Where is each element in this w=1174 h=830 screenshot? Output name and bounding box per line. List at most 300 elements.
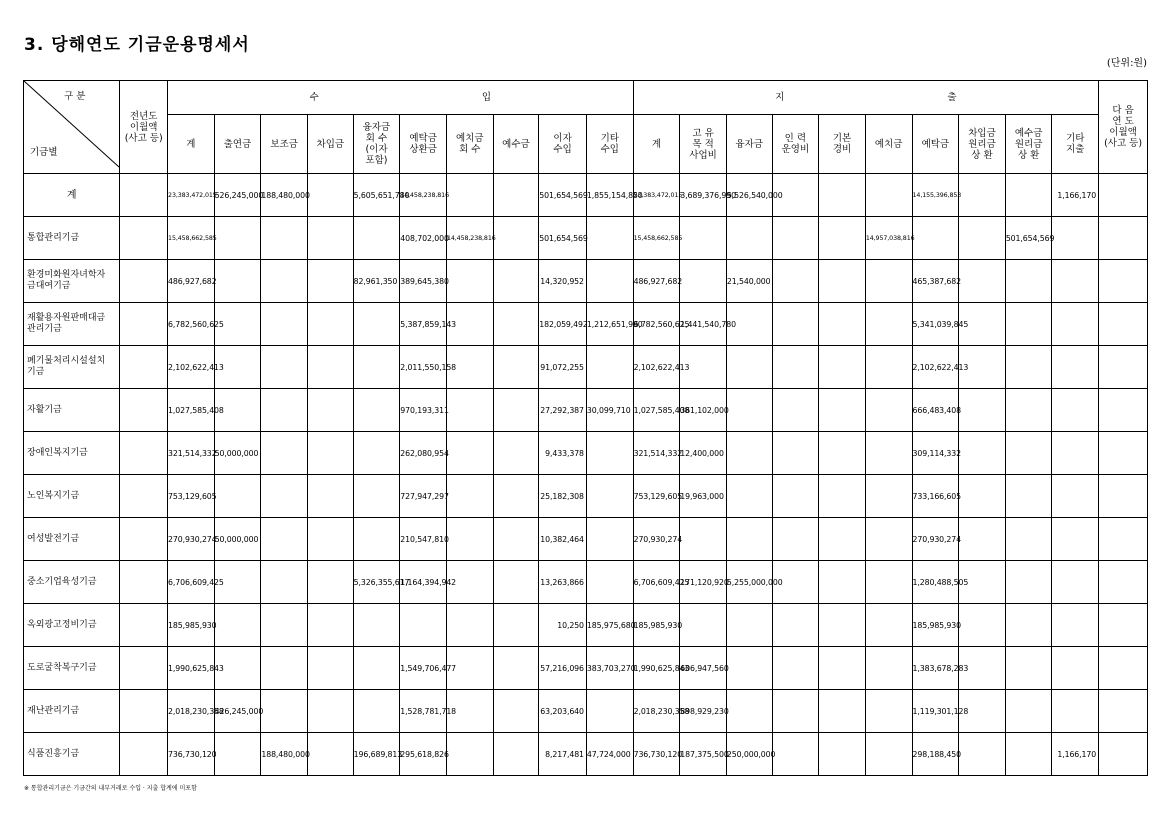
amount-cell (120, 432, 168, 475)
amount-cell: 188,480,000 (261, 733, 308, 776)
amount-cell: 27,292,387 (539, 389, 587, 432)
amount-cell: 1,164,394,942 (400, 561, 447, 604)
amount-cell (1099, 518, 1148, 561)
amount-cell (353, 303, 400, 346)
amount-cell (1099, 346, 1148, 389)
fund-name: 재활용자원판매대금 관리기금 (24, 303, 120, 346)
amount-cell: 50,000,000 (214, 432, 261, 475)
amount-cell (493, 647, 539, 690)
amount-cell (1052, 518, 1099, 561)
amount-cell: 5,341,039,845 (912, 303, 959, 346)
amount-cell: 185,985,930 (633, 604, 680, 647)
amount-cell: 63,203,640 (539, 690, 587, 733)
amount-cell (261, 518, 308, 561)
amount-cell: 736,730,120 (168, 733, 215, 776)
amount-cell (726, 475, 772, 518)
amount-cell (493, 604, 539, 647)
amount-cell (120, 346, 168, 389)
amount-cell (586, 518, 633, 561)
fund-name: 폐기물처리시설설치 기금 (24, 346, 120, 389)
amount-cell (912, 217, 959, 260)
footnote: ※ 통합관리기금은 기금간의 내부거래로 수입 · 지출 합계에 미포함 (24, 785, 197, 792)
amount-cell: 753,129,605 (633, 475, 680, 518)
amount-cell (308, 303, 354, 346)
amount-cell: 270,930,274 (633, 518, 680, 561)
amount-cell: 12,400,000 (680, 432, 727, 475)
amount-cell (446, 389, 493, 432)
table-row (24, 346, 1148, 389)
amount-cell: 6,706,609,425 (633, 561, 680, 604)
amount-cell (1052, 604, 1099, 647)
amount-cell (261, 217, 308, 260)
amount-cell (446, 518, 493, 561)
table-row (24, 475, 1148, 518)
amount-cell (120, 647, 168, 690)
amount-cell (819, 604, 866, 647)
amount-cell (1005, 647, 1052, 690)
amount-cell: 14,458,238,816 (446, 217, 493, 260)
fund-name: 재난관리기금 (24, 690, 120, 733)
amount-cell (726, 518, 772, 561)
amount-cell: 1,212,651,990 (586, 303, 633, 346)
amount-cell (726, 346, 772, 389)
amount-cell (1005, 733, 1052, 776)
amount-cell (865, 260, 912, 303)
amount-cell (726, 389, 772, 432)
amount-cell: 501,654,569 (539, 174, 587, 217)
amount-cell (772, 604, 819, 647)
amount-cell: 19,963,000 (680, 475, 727, 518)
income-col-header: 차입금 (308, 115, 354, 174)
expense-group-header: 지 출 (633, 81, 1099, 115)
amount-cell (493, 690, 539, 733)
amount-cell: 15,458,662,585 (168, 217, 215, 260)
amount-cell (261, 647, 308, 690)
amount-cell (261, 346, 308, 389)
amount-cell (959, 475, 1006, 518)
amount-cell (214, 604, 261, 647)
income-col-header: 예탁금 상환금 (400, 115, 447, 174)
amount-cell (865, 690, 912, 733)
amount-cell (120, 303, 168, 346)
amount-cell (772, 647, 819, 690)
amount-cell (1005, 432, 1052, 475)
amount-cell (959, 389, 1006, 432)
amount-cell: 270,930,274 (912, 518, 959, 561)
amount-cell (1052, 217, 1099, 260)
amount-cell (261, 389, 308, 432)
amount-cell (353, 389, 400, 432)
amount-cell: 8,217,481 (539, 733, 587, 776)
amount-cell (772, 518, 819, 561)
amount-cell: 5,605,651,780 (353, 174, 400, 217)
amount-cell: 465,387,682 (912, 260, 959, 303)
table-row (24, 217, 1148, 260)
amount-cell (772, 475, 819, 518)
amount-cell (1052, 561, 1099, 604)
amount-cell: 14,957,038,816 (865, 217, 912, 260)
amount-cell (586, 475, 633, 518)
amount-cell: 188,480,000 (261, 174, 308, 217)
expense-col-header: 예치금 (865, 115, 912, 174)
fund-label: 기금별 (30, 147, 58, 158)
income-col-header: 이자 수입 (539, 115, 587, 174)
amount-cell (865, 475, 912, 518)
amount-cell (1099, 647, 1148, 690)
amount-cell (959, 432, 1006, 475)
amount-cell (493, 561, 539, 604)
amount-cell (353, 518, 400, 561)
amount-cell: 2,018,230,358 (633, 690, 680, 733)
amount-cell (1005, 475, 1052, 518)
unit-label: (단위:원) (1106, 58, 1147, 69)
amount-cell (865, 389, 912, 432)
amount-cell (120, 561, 168, 604)
fund-name: 여성발전기금 (24, 518, 120, 561)
amount-cell (493, 389, 539, 432)
amount-cell (865, 432, 912, 475)
amount-cell (1005, 346, 1052, 389)
amount-cell: 606,947,560 (680, 647, 727, 690)
amount-cell (726, 217, 772, 260)
gubun-label: 구 분 (64, 91, 86, 102)
amount-cell: 14,458,238,816 (400, 174, 447, 217)
amount-cell: 57,216,096 (539, 647, 587, 690)
amount-cell (446, 432, 493, 475)
amount-cell: 426,245,000 (214, 690, 261, 733)
amount-cell (353, 475, 400, 518)
amount-cell (308, 389, 354, 432)
amount-cell (120, 518, 168, 561)
table-row (24, 389, 1148, 432)
amount-cell (865, 303, 912, 346)
amount-cell: 361,102,000 (680, 389, 727, 432)
amount-cell: 727,947,297 (400, 475, 447, 518)
amount-cell: 1,119,301,128 (912, 690, 959, 733)
expense-col-header: 인 력 운영비 (772, 115, 819, 174)
amount-cell (680, 260, 727, 303)
amount-cell (446, 174, 493, 217)
amount-cell: 50,000,000 (214, 518, 261, 561)
amount-cell: 2,011,550,158 (400, 346, 447, 389)
fund-name: 식품진흥기금 (24, 733, 120, 776)
amount-cell (353, 690, 400, 733)
amount-cell: 2,102,622,413 (912, 346, 959, 389)
amount-cell (1099, 389, 1148, 432)
amount-cell (865, 174, 912, 217)
corner-header (24, 81, 120, 174)
amount-cell (865, 604, 912, 647)
amount-cell (819, 518, 866, 561)
prev-carry-header: 전년도 이월액 (사고 등) (120, 81, 168, 174)
amount-cell (680, 217, 727, 260)
amount-cell (353, 217, 400, 260)
amount-cell (1052, 475, 1099, 518)
amount-cell (726, 690, 772, 733)
amount-cell (353, 432, 400, 475)
amount-cell (865, 647, 912, 690)
amount-cell: 82,961,350 (353, 260, 400, 303)
amount-cell (308, 475, 354, 518)
amount-cell (1052, 389, 1099, 432)
amount-cell (819, 346, 866, 389)
amount-cell (493, 475, 539, 518)
amount-cell (772, 217, 819, 260)
amount-cell: 383,703,270 (586, 647, 633, 690)
table-row (24, 561, 1148, 604)
amount-cell (353, 647, 400, 690)
expense-col-header: 기타 지출 (1052, 115, 1099, 174)
amount-cell (261, 475, 308, 518)
amount-cell (772, 346, 819, 389)
amount-cell (865, 733, 912, 776)
amount-cell: 185,975,680 (586, 604, 633, 647)
amount-cell (959, 260, 1006, 303)
amount-cell: 5,526,540,000 (726, 174, 772, 217)
amount-cell: 1,027,585,408 (168, 389, 215, 432)
amount-cell: 486,927,682 (168, 260, 215, 303)
amount-cell: 15,458,662,585 (633, 217, 680, 260)
expense-col-header: 차입금 원리금 상 환 (959, 115, 1006, 174)
amount-cell: 2,102,622,413 (633, 346, 680, 389)
amount-cell: 6,782,560,625 (633, 303, 680, 346)
amount-cell (214, 260, 261, 303)
amount-cell (1052, 303, 1099, 346)
amount-cell (1005, 690, 1052, 733)
amount-cell: 486,927,682 (633, 260, 680, 303)
amount-cell (680, 604, 727, 647)
amount-cell: 2,102,622,413 (168, 346, 215, 389)
fund-name: 환경미화원자녀학자 금대여기금 (24, 260, 120, 303)
amount-cell (446, 604, 493, 647)
amount-cell: 295,618,826 (400, 733, 447, 776)
table-row (24, 733, 1148, 776)
amount-cell: 187,375,500 (680, 733, 727, 776)
amount-cell (1099, 217, 1148, 260)
amount-cell (819, 303, 866, 346)
amount-cell: 1,166,170 (1052, 174, 1099, 217)
amount-cell (959, 174, 1006, 217)
amount-cell (959, 604, 1006, 647)
amount-cell: 389,645,380 (400, 260, 447, 303)
fund-name: 통합관리기금 (24, 217, 120, 260)
income-group-header: 수 입 (168, 81, 634, 115)
amount-cell (261, 604, 308, 647)
amount-cell (261, 260, 308, 303)
next-carry-header: 다 음 연 도 이월액 (사고 등) (1099, 81, 1148, 174)
amount-cell: 91,072,255 (539, 346, 587, 389)
amount-cell (308, 432, 354, 475)
amount-cell (1052, 690, 1099, 733)
amount-cell (1052, 647, 1099, 690)
amount-cell (819, 733, 866, 776)
amount-cell: 210,547,810 (400, 518, 447, 561)
amount-cell (1099, 690, 1148, 733)
amount-cell (120, 604, 168, 647)
fund-name: 도로굴착복구기금 (24, 647, 120, 690)
expense-col-header: 예수금 원리금 상 환 (1005, 115, 1052, 174)
amount-cell: 5,255,000,000 (726, 561, 772, 604)
amount-cell (586, 690, 633, 733)
amount-cell (308, 604, 354, 647)
amount-cell: 1,280,488,505 (912, 561, 959, 604)
amount-cell: 1,990,625,843 (168, 647, 215, 690)
amount-cell (819, 690, 866, 733)
fund-name: 계 (24, 174, 120, 217)
amount-cell: 1,383,678,283 (912, 647, 959, 690)
amount-cell: 501,654,569 (1005, 217, 1052, 260)
amount-cell: 1,855,154,850 (586, 174, 633, 217)
fund-name: 자활기금 (24, 389, 120, 432)
amount-cell: 14,320,952 (539, 260, 587, 303)
amount-cell (493, 260, 539, 303)
amount-cell: 309,114,332 (912, 432, 959, 475)
amount-cell: 898,929,230 (680, 690, 727, 733)
amount-cell: 47,724,000 (586, 733, 633, 776)
amount-cell (772, 733, 819, 776)
amount-cell (446, 260, 493, 303)
amount-cell (1005, 561, 1052, 604)
amount-cell: 5,387,859,143 (400, 303, 447, 346)
amount-cell: 321,514,332 (168, 432, 215, 475)
amount-cell (1099, 260, 1148, 303)
amount-cell: 298,188,450 (912, 733, 959, 776)
expense-col-header: 계 (633, 115, 680, 174)
amount-cell (261, 690, 308, 733)
amount-cell: 14,155,396,853 (912, 174, 959, 217)
table-row (24, 690, 1148, 733)
amount-cell: 270,930,274 (168, 518, 215, 561)
income-col-header: 예치금 회 수 (446, 115, 493, 174)
amount-cell (1099, 432, 1148, 475)
amount-cell (308, 690, 354, 733)
amount-cell: 185,985,930 (912, 604, 959, 647)
amount-cell (1005, 303, 1052, 346)
amount-cell: 6,782,560,625 (168, 303, 215, 346)
amount-cell (1052, 260, 1099, 303)
amount-cell (865, 561, 912, 604)
amount-cell (493, 733, 539, 776)
amount-cell: 23,383,472,015 (633, 174, 680, 217)
amount-cell: 185,985,930 (168, 604, 215, 647)
amount-cell (261, 561, 308, 604)
amount-cell (353, 346, 400, 389)
amount-cell (1052, 346, 1099, 389)
expense-col-header: 융자금 (726, 115, 772, 174)
amount-cell (446, 733, 493, 776)
amount-cell (772, 389, 819, 432)
amount-cell: 13,263,866 (539, 561, 587, 604)
amount-cell: 182,059,492 (539, 303, 587, 346)
amount-cell: 1,528,781,718 (400, 690, 447, 733)
amount-cell (586, 260, 633, 303)
amount-cell (1005, 518, 1052, 561)
amount-cell (586, 346, 633, 389)
amount-cell (120, 690, 168, 733)
amount-cell (214, 733, 261, 776)
amount-cell: 1,166,170 (1052, 733, 1099, 776)
amount-cell (120, 174, 168, 217)
amount-cell: 9,433,378 (539, 432, 587, 475)
amount-cell: 321,514,332 (633, 432, 680, 475)
table-row (24, 260, 1148, 303)
fund-name: 중소기업육성기금 (24, 561, 120, 604)
amount-cell: 6,706,609,425 (168, 561, 215, 604)
amount-cell: 262,080,954 (400, 432, 447, 475)
amount-cell (308, 217, 354, 260)
amount-cell: 501,654,569 (539, 217, 587, 260)
amount-cell (819, 475, 866, 518)
table-row (24, 604, 1148, 647)
page-title: 3. 당해연도 기금운용명세서 (24, 35, 250, 55)
amount-cell: 733,166,605 (912, 475, 959, 518)
amount-cell (959, 733, 1006, 776)
amount-cell (493, 217, 539, 260)
amount-cell (120, 217, 168, 260)
amount-cell (1005, 389, 1052, 432)
amount-cell (493, 303, 539, 346)
amount-cell (120, 475, 168, 518)
table-row (24, 303, 1148, 346)
amount-cell: 2,018,230,358 (168, 690, 215, 733)
expense-col-header: 예탁금 (912, 115, 959, 174)
income-col-header: 기타 수입 (586, 115, 633, 174)
amount-cell: 1,549,706,477 (400, 647, 447, 690)
amount-cell (819, 561, 866, 604)
amount-cell: 970,193,311 (400, 389, 447, 432)
amount-cell: 30,099,710 (586, 389, 633, 432)
amount-cell (120, 260, 168, 303)
amount-cell (1005, 604, 1052, 647)
amount-cell (865, 518, 912, 561)
amount-cell: 1,990,625,843 (633, 647, 680, 690)
amount-cell (446, 475, 493, 518)
amount-cell (308, 346, 354, 389)
expense-col-header: 고 유 목 적 사업비 (680, 115, 727, 174)
amount-cell (1099, 733, 1148, 776)
amount-cell: 526,245,000 (214, 174, 261, 217)
amount-cell (493, 346, 539, 389)
income-col-header: 예수금 (493, 115, 539, 174)
amount-cell (493, 174, 539, 217)
fund-operation-table (23, 80, 1148, 776)
amount-cell (120, 389, 168, 432)
amount-cell (865, 346, 912, 389)
amount-cell (308, 174, 354, 217)
income-col-header: 보조금 (261, 115, 308, 174)
fund-name: 옥외광고정비기금 (24, 604, 120, 647)
table-row (24, 647, 1148, 690)
amount-cell: 21,540,000 (726, 260, 772, 303)
table-row (24, 432, 1148, 475)
amount-cell (819, 217, 866, 260)
expense-col-header: 기본 경비 (819, 115, 866, 174)
amount-cell (772, 260, 819, 303)
amount-cell: 408,702,000 (400, 217, 447, 260)
amount-cell: 10,250 (539, 604, 587, 647)
amount-cell (214, 475, 261, 518)
amount-cell (586, 561, 633, 604)
amount-cell: 196,689,813 (353, 733, 400, 776)
income-col-header: 융자금 회 수 (이자 포함) (353, 115, 400, 174)
amount-cell (1099, 604, 1148, 647)
amount-cell (493, 518, 539, 561)
income-col-header: 출연금 (214, 115, 261, 174)
amount-cell (400, 604, 447, 647)
amount-cell (1099, 475, 1148, 518)
table-row (24, 518, 1148, 561)
amount-cell (772, 690, 819, 733)
